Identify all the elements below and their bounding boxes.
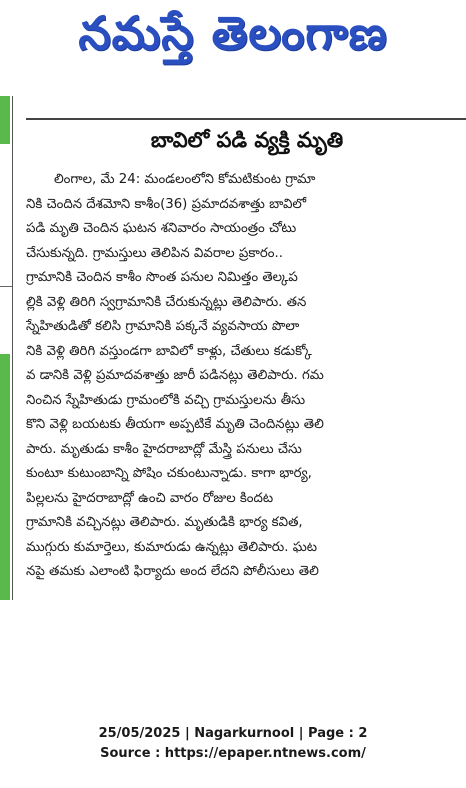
article-line: పారు. మృతుడు కాశీం హైదరాబాద్లో మేస్త్రి పనులు చేసు (26, 441, 302, 457)
article-line: గ్రామానికి వచ్చినట్లు తెలిపారు. మృతుడికి భార్య కవిత, (26, 515, 303, 530)
article-line: పిల్లలను హైదరాబాద్లో ఉంచి వారం రోజుల కిందట (26, 490, 274, 506)
article-body (26, 168, 466, 610)
article-line: లింగాల, మే 24: మండలంలోని కోమటికుంట గ్రామా (54, 172, 316, 187)
page-footer (0, 724, 466, 764)
article-line: కుంటూ కుటుంబాన్ని పోషిం చకుంటున్నాడు. కాగా భార్య, (26, 466, 312, 481)
newspaper-masthead (0, 0, 466, 78)
article-line: ల్లికి వెళ్లి తిరిగి స్వగ్రామానికి చేరుకున్నట్లు తెలిపారు. తన (26, 294, 307, 310)
masthead-title: నమస్తే తెలంగాణ (78, 6, 388, 60)
article-line: నపై తమకు ఎలాంటి ఫిర్యాదు అంద లేదని పోలీసులు తెలి (26, 564, 319, 579)
strip-divider (0, 286, 12, 287)
article-line: నికి వెళ్లి తిరిగి వస్తుండగా బావిలో కాళ్లు, చేతులు కడుక్కో (26, 343, 312, 359)
footer-source: Source : https://epaper.ntnews.com/ (100, 746, 366, 761)
article-line: గ్రామానికి చెందిన కాశీం సొంత పనుల నిమిత్తం తెల్కప (26, 270, 298, 285)
article-line: చేసుకున్నది. గ్రామస్తులు తెలిపిన వివరాల ప్రకారం.. (26, 245, 283, 261)
article-line: వ డానికి వెళ్లి ప్రమాదవశాత్తు జారీ పడినట్లు తెలిపారు. గమ (26, 368, 324, 383)
article-line: స్నేహితుడితో కలిసి గ్రామానికి పక్కనే వ్యవసాయ పొలా (26, 319, 300, 334)
green-strip-bottom (0, 354, 10, 600)
article-headline: బావిలో పడి వ్యక్తి మృతి (150, 128, 344, 152)
green-strip-top (0, 96, 10, 144)
article-line: నించిన స్నేహితుడు గ్రామంలోకి వచ్చి గ్రామస్తులను తీసు (26, 392, 306, 408)
article-line: ముగ్గురు కుమార్తెలు, కుమారుడు ఉన్నట్లు తెలిపారు. ఘట (26, 539, 318, 555)
article-line: కొని వెళ్లి బయటకు తీయగా అప్పటికే మృతి చెందినట్లు తెలి (26, 417, 324, 432)
article-line: పడి మృతి చెందిన ఘటన శనివారం సాయంత్రం చోటు (26, 221, 297, 236)
adjacent-column-strip (0, 96, 13, 600)
footer-date-edition: 25/05/2025 | Nagarkurnool | Page : 2 (98, 726, 368, 741)
headline-divider (26, 118, 466, 120)
article-line: నికి చెందిన దేశమోని కాశీం(36) ప్రమాదవశాత్తు బావిలో (26, 196, 307, 212)
